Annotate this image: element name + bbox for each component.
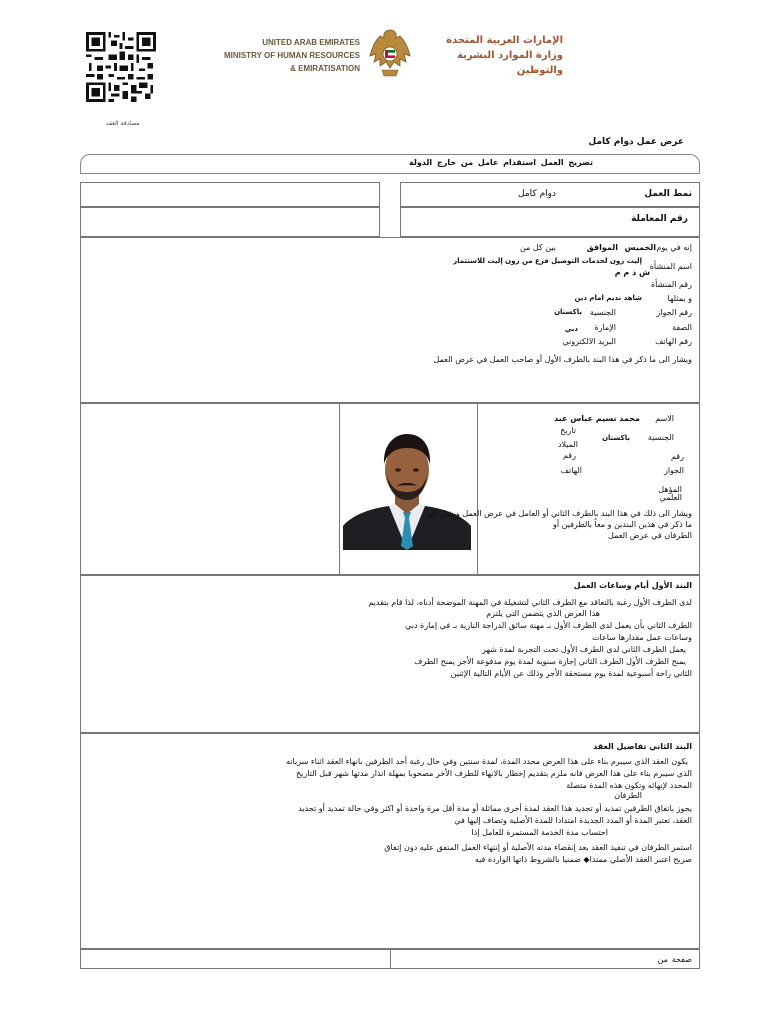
establishment-name-suffix: ش ذ م م [614,268,650,277]
uae-emblem-icon [368,26,412,80]
clause-1-line: الثاني راحة أسبوعية لمدة يوم مستحقة الأجر وذلك عن الأيام التالية الإثنين [450,669,692,678]
clause-2-line: صريح اعتبر العقد الأصلي ممتدا◆ ضمنيا بالشروط ذاتها الواردة فيه [474,855,692,864]
clause-1-line: يمنح الطرف الأول الطرف الثاني إجازة سنوية لمدة يوم مدفوعة الأجر يمنح الطرف [414,657,686,666]
employer-nationality-label: الجنسية [589,308,616,317]
establishment-name-label: اسم المنشأة [649,262,692,271]
employee-name: محمد نسيم عباس عبد [554,414,640,423]
employer-passport-label: رقم الجواز [656,308,692,317]
establishment-name: إليت زون لخدمات التوصيل فرع من زون إليت للاستثمار [453,257,642,265]
clause-2-line: المحدد لإنهائه وتكون هذه المدة متصلة [566,781,692,790]
represented-by-name: شاهد نديم امام دين [574,294,642,302]
employee-photo [343,430,471,550]
capacity-label: الصفة [672,323,692,332]
employee-nationality-label: الجنسية [647,433,674,442]
contract-day: الخميس [624,243,656,252]
number-label: رقم [562,451,576,460]
education-label-2: العلمي [659,493,682,502]
represented-by-label: و يمثلها [667,294,692,303]
clause-1-line: لدى الطرف الأول رغبة بالتعاقد مع الطرف الثاني لتشغيلة في المهنة الموضحة أدناه، لذا قام بتقديم [368,598,692,607]
clause-2-line: الطرفان [614,791,642,800]
work-pattern-left-cell [80,182,380,207]
birth-date-label: تاريخ [560,426,576,435]
second-party-note-line-2: ما ذكر في هذين البندين و معاً بالطرفين أو [552,520,692,529]
clause-1-line: يعمل الطرف الثاني لدى الطرف الأول تحت التجربة لمدة شهر [482,645,686,654]
clause-1-line: وساعات عمل مقدارها ساعات [592,633,692,642]
document-title: عرض عمل دوام كامل [588,137,684,147]
birth-date-label-2: الميلاد [557,440,578,449]
contract-verification-label: مصادقة العقد [106,120,140,127]
clause-2-line: الذي سيبرم بناء على هذا العرض فانه ملزم بتقديم إخطار بالانهاء للطرف الأخر مصحوبا بمهلة انذار مدتها شهر قبل التاريخ [296,769,692,778]
employee-name-label: الاسم [655,414,674,423]
page-label: صفحة [671,955,692,964]
education-label: المؤهل [658,485,682,494]
employer-nationality: باكستان [554,308,582,316]
second-party-note-line-3: الطرفان في عرض العمل [608,531,692,540]
employee-left-empty-cell [80,403,340,575]
first-party-note: ويشار الى ما ذكر في هذا البند بالطرف الأول أو صاحب العمل في عرض العمل [433,355,692,364]
clause-2-title: البند الثاني تفاصيل العقد [593,742,692,751]
work-pattern-label: نمط العمل [644,189,692,199]
clause-2-line: استمر الطرفان في تنفيذ العقد بعد إنقضاء مدته الأصلية أو إنتهاء العمل المتفق عليه دون إتفاق [384,843,692,852]
qr-code [86,32,156,102]
clause-1-line: هذا العرض الذي يتضمن التي يلتزم [486,609,600,618]
intro-text: إنه في يوم [656,243,692,252]
emirate-value: دبي [564,325,578,333]
corresponding-label: الموافق [586,243,618,252]
ministry-name-ar: الإمارات العربية المتحدة وزارة الموارد البشرية والتوطين [446,35,563,76]
clause-2-line: يكون العقد الذي سيبرم بناء على هذا العرض محدد المدة، لمدة سنتين وفي حال رغبة أحد الطرفين بانهاء العقد اثناء سريانه [286,757,688,766]
work-pattern-value: دوام كامل [518,189,556,199]
transaction-number-label: رقم المعاملة [631,214,688,224]
employee-nationality: باكستان [602,434,630,442]
page-of-label: من [657,955,668,964]
passport-number-label: رقم [670,452,684,461]
permit-type-bar [80,154,700,174]
passport-label: الجواز [663,466,684,475]
establishment-number-label: رقم المنشأة [650,280,692,289]
clause-1-title: البند الأول أيام وساعات العمل [573,581,692,590]
clause-1-line: الطرف الثاني بأن يعمل لدى الطرف الأول بـ مهنة سائق الدراجة النارية بـ في إمارة دبي [405,621,692,630]
second-party-note-line-1: ويشار الى ذلك في هذا البند بالطرف الثاني أو العامل في عرض العمل ويشار الى [426,509,692,518]
employer-email-label: البريد الالكتروني [562,337,616,346]
permit-type: تصريح العمل استقدام عامل من خارج الدولة [408,158,593,167]
between-label: بين كل من [519,243,556,252]
footer-left-cell [80,949,391,969]
ministry-name-en: UNITED ARAB EMIRATES MINISTRY OF HUMAN RESOURCES & EMIRATISATION [223,38,360,73]
clause-2-line: العقد، تعتبر المدة أو المدد الجديدة امتدادا للمدة الأصلية وتضاف إليها في [454,816,692,825]
employee-phone-label: الهاتف [560,466,582,475]
footer-right-cell [390,949,700,969]
transaction-left-cell [80,207,380,237]
clause-2-line: احتساب مدة الخدمة المستمرة للعامل إذا [471,828,608,837]
clause-2-line: يجوز باتفاق الطرفين تمديد أو تجديد هذا العقد لمدة أخرى مماثلة أو مدة أقل مرة واحدة أو اكثر وفي حالة تمديد أو تجديد [298,804,692,813]
emirate-label: الإمارة [594,323,616,332]
employer-phone-label: رقم الهاتف [655,337,692,346]
